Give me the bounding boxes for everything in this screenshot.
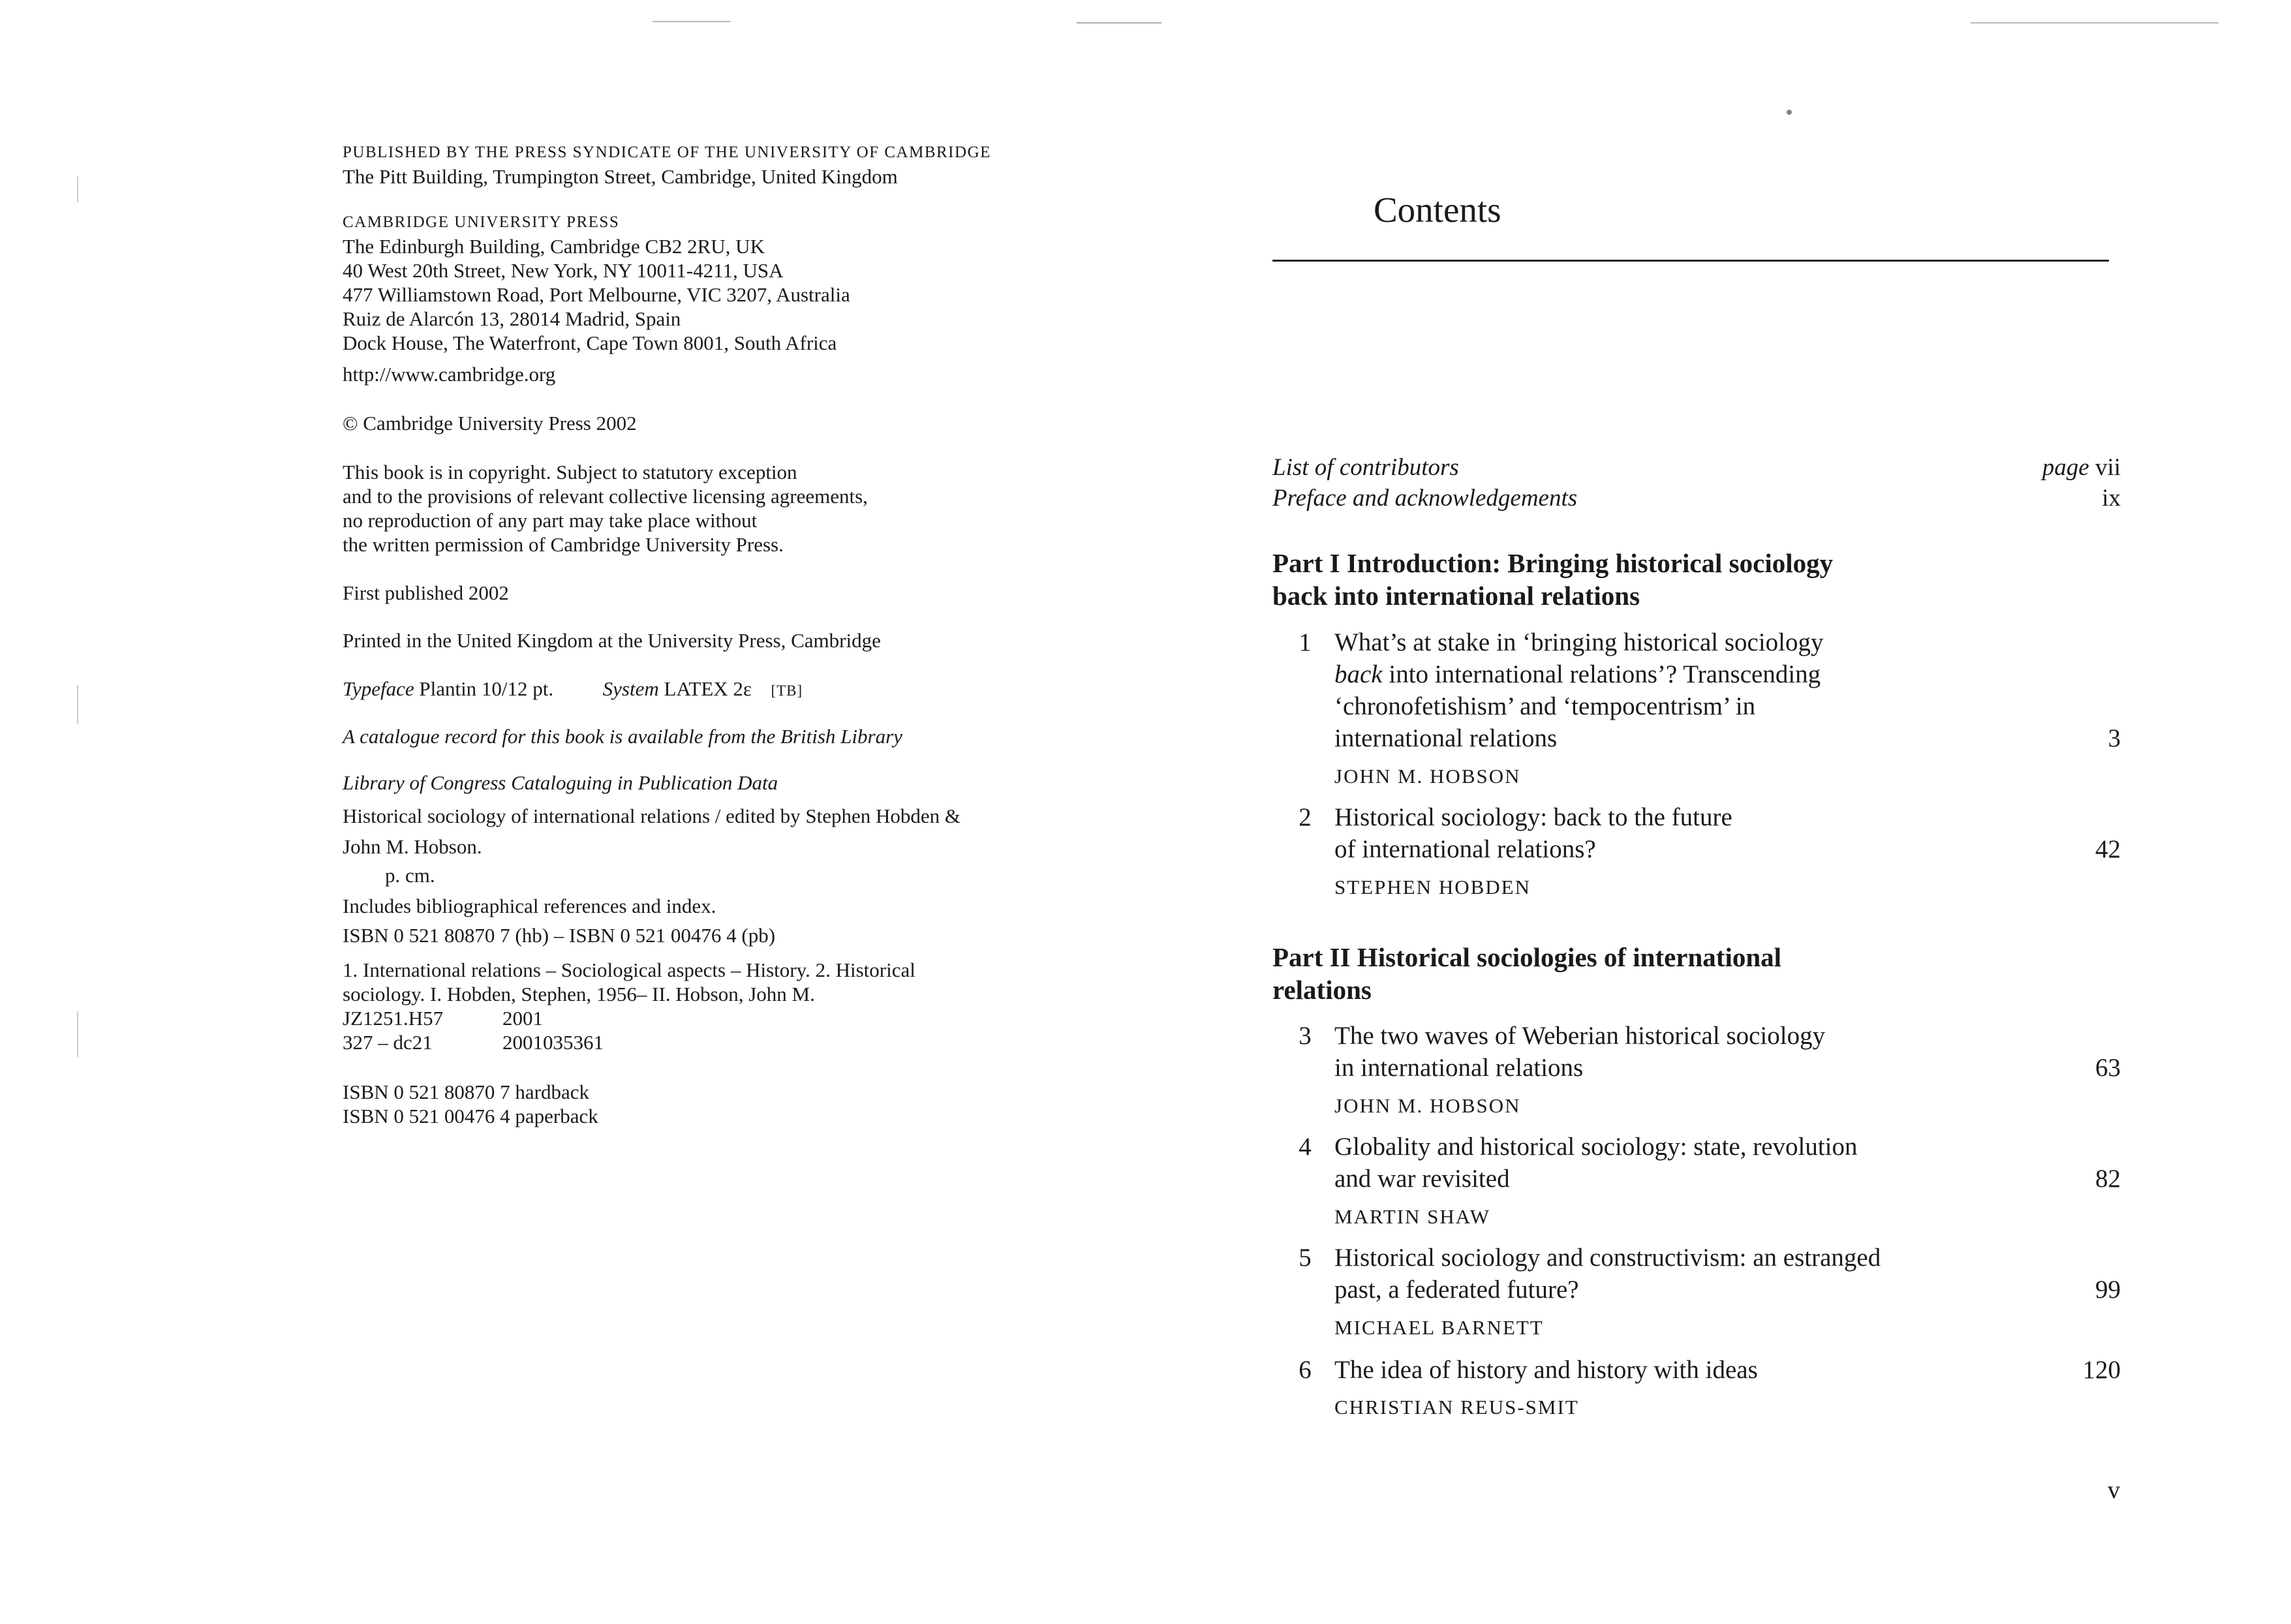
toc-chapter-1[interactable] bbox=[1272, 626, 2121, 789]
scan-speck bbox=[77, 176, 78, 202]
chapter-number: 1 bbox=[1299, 628, 1312, 656]
cip-class-1 bbox=[343, 1006, 543, 1030]
chapter-title bbox=[1334, 1242, 1987, 1306]
chapter-number: 5 bbox=[1299, 1244, 1312, 1272]
part-1-heading[interactable] bbox=[1272, 547, 1958, 612]
toc-chapter-6[interactable] bbox=[1272, 1354, 2121, 1419]
cip-subject-line: 1. International relations – Sociological aspects – History. 2. Historical bbox=[343, 958, 915, 981]
chapter-page: 99 bbox=[2095, 1276, 2121, 1304]
chapter-title-line: What’s at stake in ‘bringing historical sociology bbox=[1334, 628, 1824, 656]
cip-dims: p. cm. bbox=[385, 864, 435, 887]
copyright-notice bbox=[343, 460, 868, 557]
chapter-author: JOHN M. HOBSON bbox=[1334, 1094, 1521, 1117]
chapter-number: 6 bbox=[1299, 1356, 1312, 1384]
press-address: 477 Williamstown Road, Port Melbourne, VIC 3207, Australia bbox=[343, 283, 850, 306]
publisher-address: The Pitt Building, Trumpington Street, Cambridge, United Kingdom bbox=[343, 165, 898, 188]
chapter-title bbox=[1334, 801, 1987, 865]
notice-line: and to the provisions of relevant collective licensing agreements, bbox=[343, 485, 868, 508]
page-prefix: page bbox=[2042, 454, 2089, 481]
toc-chapter-5[interactable] bbox=[1272, 1242, 2121, 1340]
cip-class-code: 327 – dc21 bbox=[343, 1031, 433, 1054]
cip-isbn: ISBN 0 521 80870 7 (hb) – ISBN 0 521 00476 4 (pb) bbox=[343, 924, 776, 947]
cip-block bbox=[343, 801, 961, 862]
scan-speck bbox=[77, 1011, 78, 1057]
scan-speck bbox=[77, 685, 78, 724]
part-2-heading[interactable] bbox=[1272, 941, 1958, 1006]
part-heading-line: Part I Introduction: Bringing historical sociology bbox=[1272, 548, 1834, 578]
chapter-page: 42 bbox=[2095, 835, 2121, 863]
chapter-title-line: past, a federated future? bbox=[1334, 1276, 1579, 1304]
toc-chapter-4[interactable] bbox=[1272, 1131, 2121, 1229]
scan-speck bbox=[653, 21, 731, 22]
toc-chapter-2[interactable] bbox=[1272, 801, 2121, 899]
cip-class-year: 2001 bbox=[502, 1007, 543, 1030]
part-heading-line: back into international relations bbox=[1272, 581, 1640, 611]
chapter-page: 3 bbox=[2108, 724, 2121, 752]
part-heading-line: relations bbox=[1272, 975, 1372, 1005]
chapter-title-line: Historical sociology: back to the future bbox=[1334, 803, 1732, 831]
chapter-title bbox=[1334, 1131, 1987, 1195]
isbn-hardback: ISBN 0 521 80870 7 hardback bbox=[343, 1080, 589, 1103]
chapter-title-line: The two waves of Weberian historical sociology bbox=[1334, 1022, 1826, 1050]
catalogue-record: A catalogue record for this book is available from the British Library bbox=[343, 725, 902, 748]
cip-subject-line: sociology. I. Hobden, Stephen, 1956– II. Hobson, John M. bbox=[343, 983, 815, 1005]
chapter-title-rest: into international relations’? Transcending bbox=[1382, 660, 1821, 688]
contents-page bbox=[1272, 0, 2147, 1624]
notice-line: This book is in copyright. Subject to statutory exception bbox=[343, 461, 797, 483]
system-value: LATEX 2ε bbox=[664, 677, 752, 700]
website-link[interactable]: http://www.cambridge.org bbox=[343, 363, 556, 386]
toc-entry-preface[interactable] bbox=[1272, 484, 2121, 512]
title-rule bbox=[1272, 260, 2109, 262]
publisher-heading: PUBLISHED BY THE PRESS SYNDICATE OF THE UNIVERSITY OF CAMBRIDGE bbox=[343, 144, 991, 161]
part-heading-line: Part II Historical sociologies of international bbox=[1272, 942, 1782, 972]
press-address: Ruiz de Alarcón 13, 28014 Madrid, Spain bbox=[343, 307, 681, 330]
chapter-title-line: in international relations bbox=[1334, 1054, 1584, 1082]
toc-entry-page bbox=[2042, 453, 2121, 482]
chapter-title-line: international relations bbox=[1334, 724, 1558, 752]
toc-chapter-3[interactable] bbox=[1272, 1020, 2121, 1118]
chapter-author: MARTIN SHAW bbox=[1334, 1205, 1490, 1228]
chapter-title bbox=[1334, 1354, 1987, 1386]
chapter-page: 82 bbox=[2095, 1165, 2121, 1193]
publisher-block bbox=[343, 140, 991, 189]
first-published: First published 2002 bbox=[343, 581, 509, 604]
loc-heading: Library of Congress Cataloguing in Publication Data bbox=[343, 771, 778, 794]
system-label: System bbox=[602, 677, 659, 700]
typeface-value: Plantin 10/12 pt. bbox=[419, 677, 554, 700]
scan-speck bbox=[1077, 22, 1161, 23]
chapter-number: 3 bbox=[1299, 1022, 1312, 1050]
system-tag: [TB] bbox=[771, 682, 803, 699]
chapter-title-line bbox=[1334, 658, 1987, 690]
chapter-page: 120 bbox=[2082, 1356, 2121, 1384]
toc-entry-title: Preface and acknowledgements bbox=[1272, 485, 1578, 512]
notice-line: no reproduction of any part may take place without bbox=[343, 509, 758, 532]
chapter-title-italic: back bbox=[1334, 660, 1383, 688]
chapter-title-line: of international relations? bbox=[1334, 835, 1596, 863]
chapter-title bbox=[1334, 626, 1987, 754]
press-block bbox=[343, 210, 850, 355]
chapter-title-line: and war revisited bbox=[1334, 1165, 1510, 1193]
notice-line: the written permission of Cambridge University Press. bbox=[343, 533, 784, 556]
chapter-author: MICHAEL BARNETT bbox=[1334, 1316, 1544, 1339]
isbn-paperback: ISBN 0 521 00476 4 paperback bbox=[343, 1105, 598, 1127]
cip-subjects bbox=[343, 958, 915, 1006]
typeface-line bbox=[343, 677, 803, 703]
page-number: vii bbox=[2095, 454, 2121, 481]
press-heading: CAMBRIDGE UNIVERSITY PRESS bbox=[343, 213, 620, 231]
chapter-number: 4 bbox=[1299, 1133, 1312, 1161]
chapter-title-line: ‘chronofetishism’ and ‘tempocentrism’ in bbox=[1334, 692, 1756, 720]
cip-line: Historical sociology of international relations / edited by Stephen Hobden & bbox=[343, 804, 961, 827]
cip-includes: Includes bibliographical references and index. bbox=[343, 895, 716, 917]
contents-title: Contents bbox=[1374, 190, 1501, 230]
printed-line: Printed in the United Kingdom at the University Press, Cambridge bbox=[343, 629, 881, 652]
chapter-author: JOHN M. HOBSON bbox=[1334, 765, 1521, 788]
chapter-number: 2 bbox=[1299, 803, 1312, 831]
chapter-title-line: The idea of history and history with ideas bbox=[1334, 1356, 1758, 1384]
toc-entry-title: List of contributors bbox=[1272, 454, 1459, 481]
cip-class-code: JZ1251.H57 bbox=[343, 1007, 444, 1030]
press-address: Dock House, The Waterfront, Cape Town 8001, South Africa bbox=[343, 331, 837, 354]
copyright-line: © Cambridge University Press 2002 bbox=[343, 412, 637, 435]
cip-class-number: 2001035361 bbox=[502, 1031, 604, 1054]
page-number: ix bbox=[2102, 485, 2121, 512]
page-folio: v bbox=[2108, 1477, 2120, 1504]
chapter-author: CHRISTIAN REUS-SMIT bbox=[1334, 1396, 1579, 1418]
press-address: 40 West 20th Street, New York, NY 10011-4211, USA bbox=[343, 259, 784, 282]
toc-entry-page bbox=[2102, 484, 2121, 512]
chapter-author: STEPHEN HOBDEN bbox=[1334, 876, 1531, 898]
isbn-block bbox=[343, 1080, 598, 1128]
chapter-page: 63 bbox=[2095, 1054, 2121, 1082]
toc-entry-contributors[interactable] bbox=[1272, 453, 2121, 482]
chapter-title-line: Globality and historical sociology: state, revolution bbox=[1334, 1133, 1858, 1161]
typeface-label: Typeface bbox=[343, 677, 414, 700]
cip-class-2 bbox=[343, 1030, 604, 1054]
chapter-title bbox=[1334, 1020, 1987, 1084]
press-address: The Edinburgh Building, Cambridge CB2 2RU, UK bbox=[343, 235, 765, 258]
chapter-title-line: Historical sociology and constructivism: an estranged bbox=[1334, 1244, 1881, 1272]
cip-line: John M. Hobson. bbox=[343, 835, 482, 858]
